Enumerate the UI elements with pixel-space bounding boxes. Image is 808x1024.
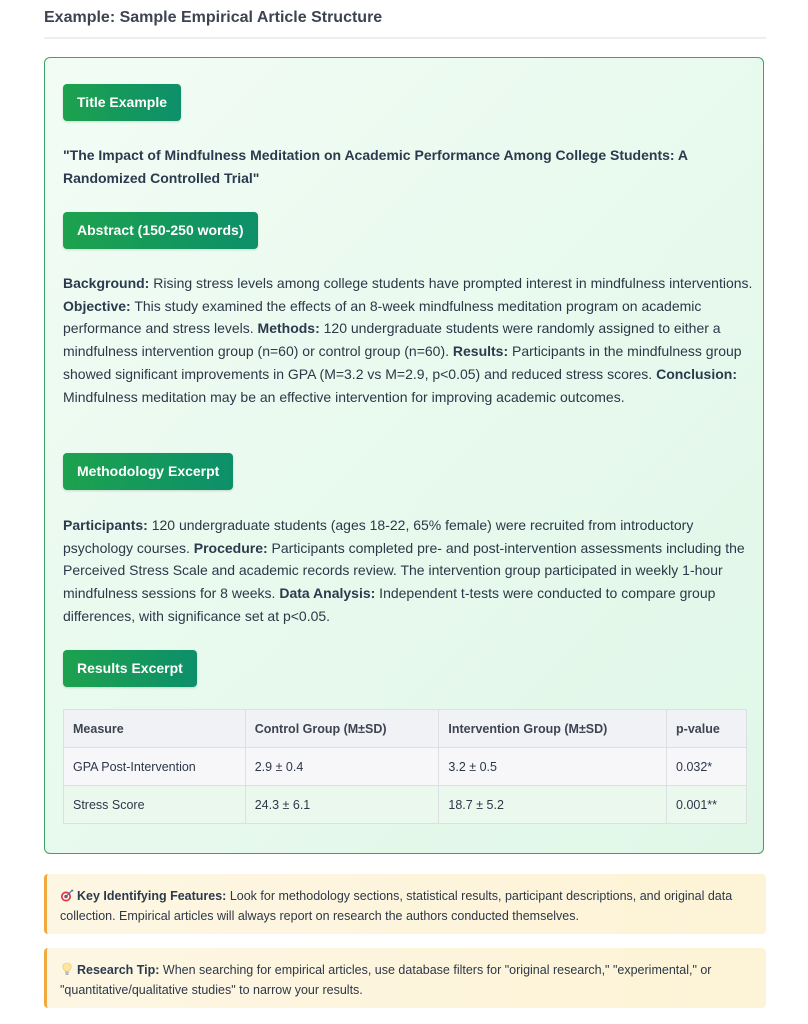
abstract-paragraph xyxy=(63,272,753,408)
key-features-label: Key Identifying Features: xyxy=(77,889,227,903)
table-header-cell: Measure xyxy=(64,710,246,748)
target-icon xyxy=(60,888,74,901)
abstract-text-objective: This study examined the effects of an 8-week mindfulness meditation program on academic performance and stress levels. xyxy=(63,297,702,337)
abstract-text-background: Rising stress levels among college students have prompted interest in mindfulness interventions. xyxy=(149,275,753,291)
abstract-label-methods: Methods: xyxy=(257,320,320,337)
methodology-label-procedure: Procedure: xyxy=(193,539,268,556)
example-article-box xyxy=(44,57,764,854)
key-features-text: Look for methodology sections, statistical results, participant descriptions, and original data collection. Empirical articles will always report on research the authors conducted themselves. xyxy=(60,889,733,923)
title-example-tag: Title Example xyxy=(63,84,181,121)
results-table xyxy=(63,709,747,824)
abstract-label-objective: Objective: xyxy=(63,297,131,314)
methodology-label-participants: Participants: xyxy=(63,517,148,533)
methodology-text-data-analysis: Independent t-tests were conducted to compare group differences, with significance set at p<0.05. xyxy=(63,585,716,624)
lightbulb-icon xyxy=(60,962,74,975)
methodology-tag: Methodology Excerpt xyxy=(63,453,233,490)
abstract-label-conclusion: Conclusion: xyxy=(656,365,737,382)
table-cell: GPA Post-Intervention xyxy=(64,748,246,786)
table-cell: 3.2 ± 0.5 xyxy=(439,748,667,786)
research-tip-text: When searching for empirical articles, use database filters for "original research," "experimental," or "quantitative/qualitative studies" to narrow your results. xyxy=(60,963,712,997)
research-tip-callout xyxy=(44,948,766,1008)
table-row xyxy=(64,748,747,786)
table-header-cell: Control Group (M±SD) xyxy=(245,710,439,748)
abstract-label-background: Background: xyxy=(63,275,150,291)
table-header-row xyxy=(64,710,747,748)
title-divider xyxy=(44,37,766,39)
table-cell: 2.9 ± 0.4 xyxy=(245,748,439,786)
table-row xyxy=(64,786,747,824)
methodology-text-participants: 120 undergraduate students (ages 18-22, 65% female) were recruited from introductory psychology courses. xyxy=(63,517,694,556)
methodology-paragraph xyxy=(63,514,753,628)
key-features-callout xyxy=(44,874,766,934)
abstract-text-methods: 120 undergraduate students were randomly assigned to either a mindfulness intervention group (n=60) or control group (n=60). xyxy=(63,320,721,360)
table-header-cell: Intervention Group (M±SD) xyxy=(439,710,667,748)
abstract-text-results: Participants in the mindfulness group showed significant improvements in GPA (M=3.2 vs M=2.9, p<0.05) and reduced stress scores. xyxy=(63,343,742,382)
table-header-cell: p-value xyxy=(667,710,747,748)
table-cell: 0.001** xyxy=(667,786,747,824)
methodology-text-procedure: Participants completed pre- and post-intervention assessments including the Perceived Stress Scale and academic records review. The intervention group participated in weekly 1-hour mindfulness sessions for 8 weeks. xyxy=(63,539,745,602)
abstract-text-conclusion: Mindfulness meditation may be an effective intervention for improving academic outcomes. xyxy=(63,388,625,405)
table-cell: 18.7 ± 5.2 xyxy=(439,786,667,824)
table-cell: 0.032* xyxy=(667,748,747,786)
table-cell: 24.3 ± 6.1 xyxy=(245,786,439,824)
table-cell: Stress Score xyxy=(64,786,246,824)
research-tip-label: Research Tip: xyxy=(77,963,160,977)
results-tag: Results Excerpt xyxy=(63,650,197,687)
abstract-label-results: Results: xyxy=(452,343,509,360)
section-title: Example: Sample Empirical Article Structure xyxy=(44,9,383,26)
methodology-label-data-analysis: Data Analysis: xyxy=(279,585,376,602)
abstract-tag: Abstract (150-250 words) xyxy=(63,212,258,249)
article-title: "The Impact of Mindfulness Meditation on Academic Performance Among College Students: A Randomized Controlled Trial" xyxy=(63,147,688,186)
